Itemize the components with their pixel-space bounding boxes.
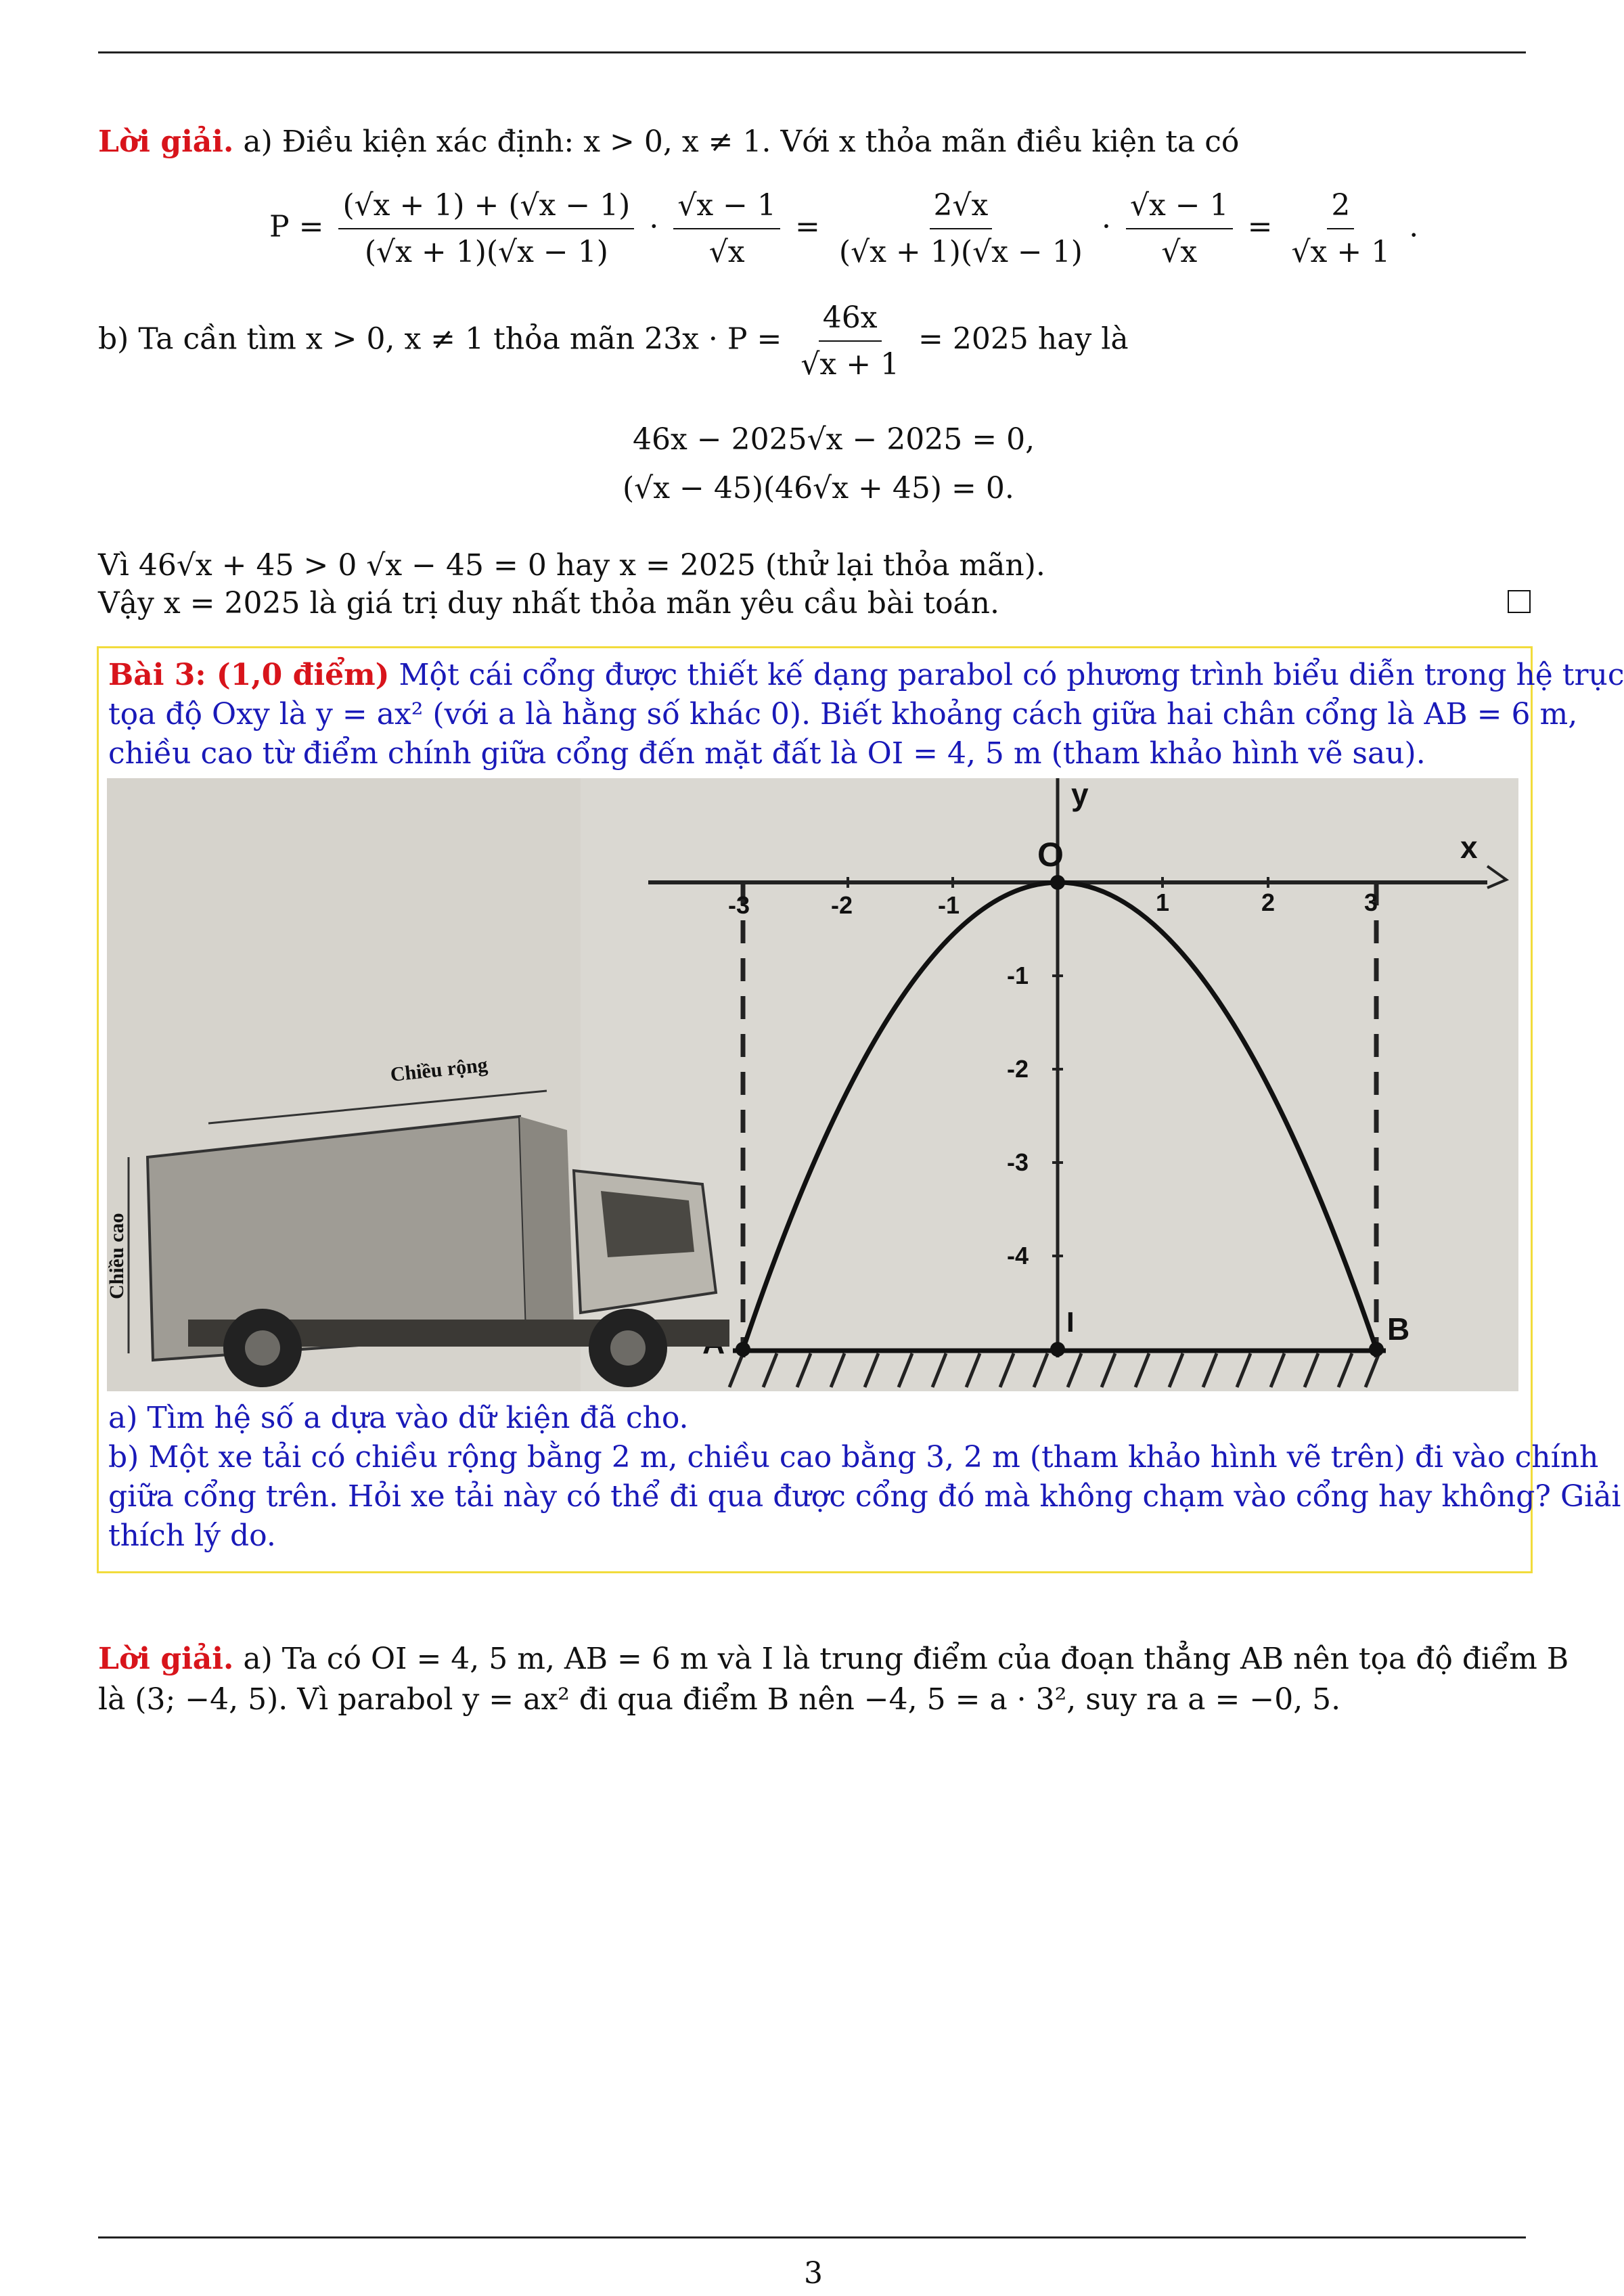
y-tick-label: -4 — [1007, 1242, 1029, 1269]
problem3-line-2: tọa độ Oxy là y = ax² (với a là hằng số khác 0). Biết khoảng cách giữa hai chân cổng là AB = 6 m, — [108, 697, 1578, 731]
equation-line-2: (√x − 45)(46√x + 45) = 0. — [623, 471, 1014, 505]
x-tick-label: -3 — [728, 891, 750, 919]
solution2-line-2: là (3; −4, 5). Vì parabol y = ax² đi qua điểm B nên −4, 5 = a · 3², suy ra a = −0, 5. — [98, 1682, 1341, 1717]
solution1-part-b: b) Ta cần tìm x > 0, x ≠ 1 thỏa mãn 23x · P = $\frac{46x}{√x + 1}$ = 2025 hay là — [98, 300, 1129, 382]
page-number: 3 — [804, 2256, 823, 2291]
x-tick-label: 2 — [1261, 888, 1276, 916]
solution1-since: Vì 46√x + 45 > 0 √x − 45 = 0 hay x = 2025 (thử lại thỏa mãn). — [98, 548, 1045, 583]
origin-label: O — [1037, 836, 1064, 874]
gate-figure-svg — [107, 778, 1518, 1391]
problem3-question-a: a) Tìm hệ số a dựa vào dữ kiện đã cho. — [108, 1401, 689, 1435]
truck-windshield — [601, 1191, 694, 1257]
problem3-line-3: chiều cao từ điểm chính giữa cổng đến mặt đất là OI = 4, 5 m (tham khảo hình vẽ sau). — [108, 736, 1426, 771]
point-B-dot — [1369, 1342, 1384, 1357]
truck-height-label: Chiều cao — [107, 1213, 128, 1299]
equation-P: P = $\frac{(√x + 1) + (√x - 1)}{(√x + 1)(√x - 1)}$ · $\frac{√x - 1}{√x}$ = $\frac{2√x}{(√x + 1)(√x - 1)}$ · $\frac{√x - 1}{√x}$ = $\frac{2}{√x + 1}$ . — [269, 188, 1419, 269]
y-tick-label: -3 — [1007, 1148, 1029, 1176]
x-tick-label: 3 — [1364, 888, 1378, 916]
problem3-title: Bài 3: (1,0 điểm) — [108, 658, 390, 692]
problem3-line-1: Bài 3: (1,0 điểm) Một cái cổng được thiết kế dạng parabol có phương trình biểu diễn trong hệ trục — [108, 658, 1624, 692]
point-B-label: B — [1387, 1311, 1410, 1347]
problem3-question-b-1: b) Một xe tải có chiều rộng bằng 2 m, chiều cao bằng 3, 2 m (tham khảo hình vẽ trên) đi vào chính — [108, 1440, 1599, 1475]
solution2-line-1: Lời giải. a) Ta có OI = 4, 5 m, AB = 6 m và I là trung điểm của đoạn thẳng AB nên tọa độ điểm B — [98, 1642, 1569, 1676]
solution-label: Lời giải. — [98, 125, 234, 159]
qed-square-icon — [1508, 590, 1531, 613]
truck-width-label: Chiều rộng — [389, 1054, 489, 1086]
point-I-dot — [1050, 1342, 1065, 1357]
x-tick-label: 1 — [1156, 888, 1170, 916]
equation-line-1: 46x − 2025√x − 2025 = 0, — [633, 422, 1035, 457]
gate-figure — [107, 778, 1518, 1391]
top-rule — [98, 51, 1526, 53]
solution1-line-a — [98, 122, 1239, 162]
problem3-question-b-3: thích lý do. — [108, 1518, 276, 1553]
x-tick-label: -1 — [938, 891, 960, 919]
axis-x-label: x — [1460, 830, 1478, 865]
solution1-part-a: a) Điều kiện xác định: x > 0, x ≠ 1. Với x thỏa mãn điều kiện ta có — [243, 125, 1240, 159]
point-I-label: I — [1066, 1306, 1075, 1338]
x-tick-label: -2 — [831, 891, 853, 919]
bottom-rule — [98, 2236, 1526, 2238]
solution1-conclusion: Vậy x = 2025 là giá trị duy nhất thỏa mãn yêu cầu bài toán. — [98, 586, 999, 621]
problem3-question-b-2: giữa cổng trên. Hỏi xe tải này có thể đi qua được cổng đó mà không chạm vào cổng hay không? Giải — [108, 1479, 1621, 1514]
point-A-dot — [736, 1342, 750, 1357]
origin-point — [1050, 875, 1065, 890]
y-tick-label: -1 — [1007, 962, 1029, 989]
solution-label: Lời giải. — [98, 1642, 234, 1676]
axis-y-label: y — [1071, 778, 1089, 812]
y-tick-label: -2 — [1007, 1055, 1029, 1083]
